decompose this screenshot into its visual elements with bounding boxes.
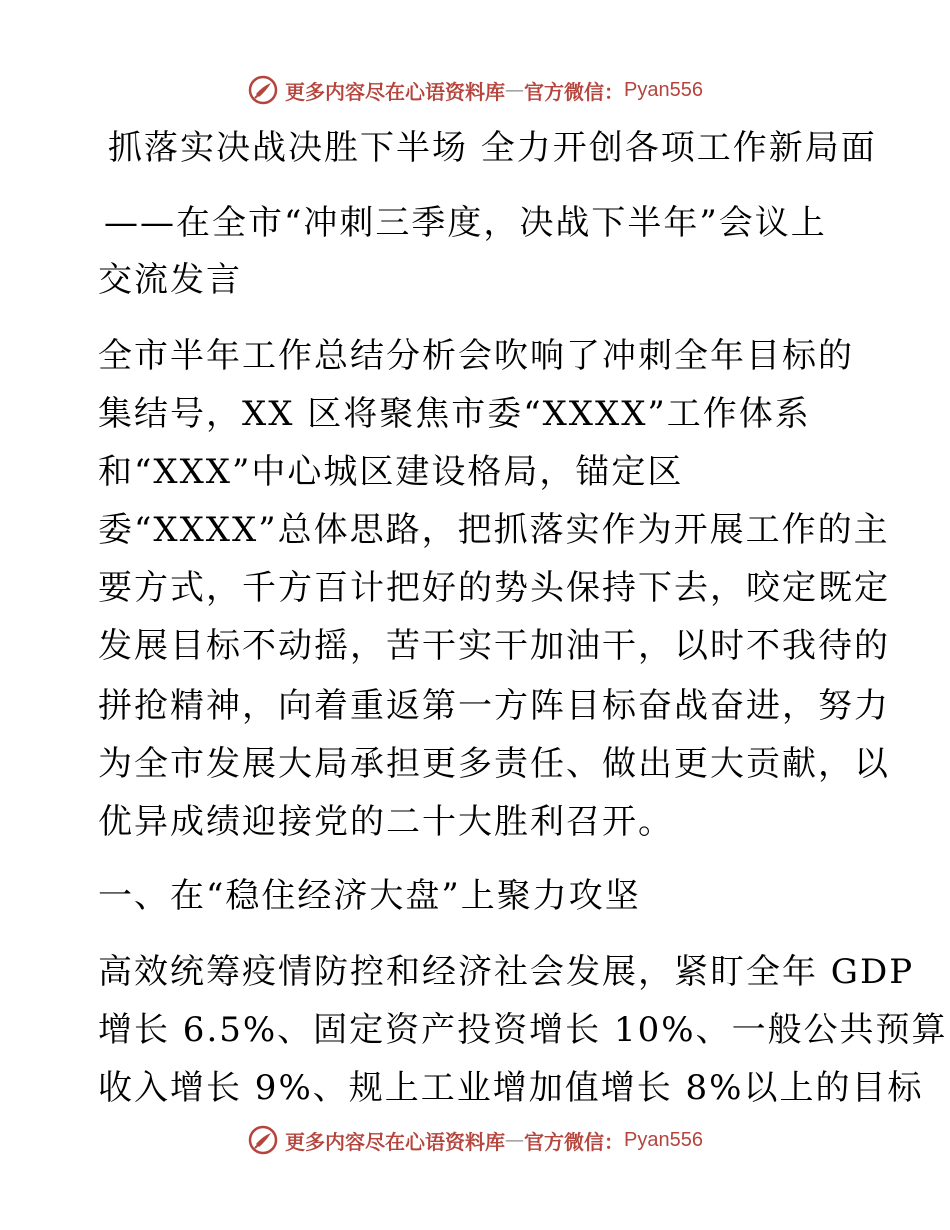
intro-paragraph-line: 优异成绩迎接党的二十大胜利召开。 <box>98 802 674 842</box>
watermark-banner-bottom <box>0 1120 950 1160</box>
watermark-separator: — <box>505 79 525 101</box>
intro-paragraph-line: 集结号，XX 区将聚焦市委“XXXX”工作体系 <box>98 394 811 434</box>
document-title: 抓落实决战决胜下半场 全力开创各项工作新局面 <box>108 128 877 168</box>
intro-paragraph-line: 全市半年工作总结分析会吹响了冲刺全年目标的 <box>98 336 854 376</box>
intro-paragraph-line: 发展目标不动摇，苦干实干加油干，以时不我待的 <box>98 626 890 666</box>
section-paragraph-line: 增长 6.5%、固定资产投资增长 10%、一般公共预算 <box>98 1010 948 1050</box>
document-subtitle-line-1: ——在全市“冲刺三季度，决战下半年”会议上 <box>104 203 827 243</box>
intro-paragraph-line: 为全市发展大局承担更多责任、做出更大贡献，以 <box>98 744 890 784</box>
watermark-wechat-label: 官方微信： <box>524 79 625 104</box>
document-subtitle-line-2: 交流发言 <box>98 260 242 300</box>
watermark-site-text: 更多内容尽在心语资料库 <box>285 79 506 104</box>
intro-paragraph-line: 要方式，千方百计把好的势头保持下去，咬定既定 <box>98 568 890 608</box>
watermark-site-text: 更多内容尽在心语资料库 <box>285 1129 506 1154</box>
watermark-banner-top <box>0 70 950 110</box>
intro-paragraph-line: 拼抢精神，向着重返第一方阵目标奋战奋进，努力 <box>98 686 890 726</box>
book-quill-logo-icon <box>247 74 279 106</box>
intro-paragraph-line: 委“XXXX”总体思路，把抓落实作为开展工作的主 <box>98 510 890 550</box>
watermark-wechat-id: Pyan556 <box>624 78 703 101</box>
watermark-separator: — <box>505 1129 525 1151</box>
section-heading: 一、在“稳住经济大盘”上聚力攻坚 <box>98 876 641 916</box>
watermark-wechat-id: Pyan556 <box>624 1128 703 1151</box>
section-paragraph-line: 收入增长 9%、规上工业增加值增长 8%以上的目标 <box>98 1068 924 1108</box>
intro-paragraph-line: 和“XXX”中心城区建设格局，锚定区 <box>98 452 684 492</box>
section-paragraph-line: 高效统筹疫情防控和经济社会发展，紧盯全年 GDP <box>98 952 915 992</box>
book-quill-logo-icon <box>247 1124 279 1156</box>
watermark-wechat-label: 官方微信： <box>524 1129 625 1154</box>
